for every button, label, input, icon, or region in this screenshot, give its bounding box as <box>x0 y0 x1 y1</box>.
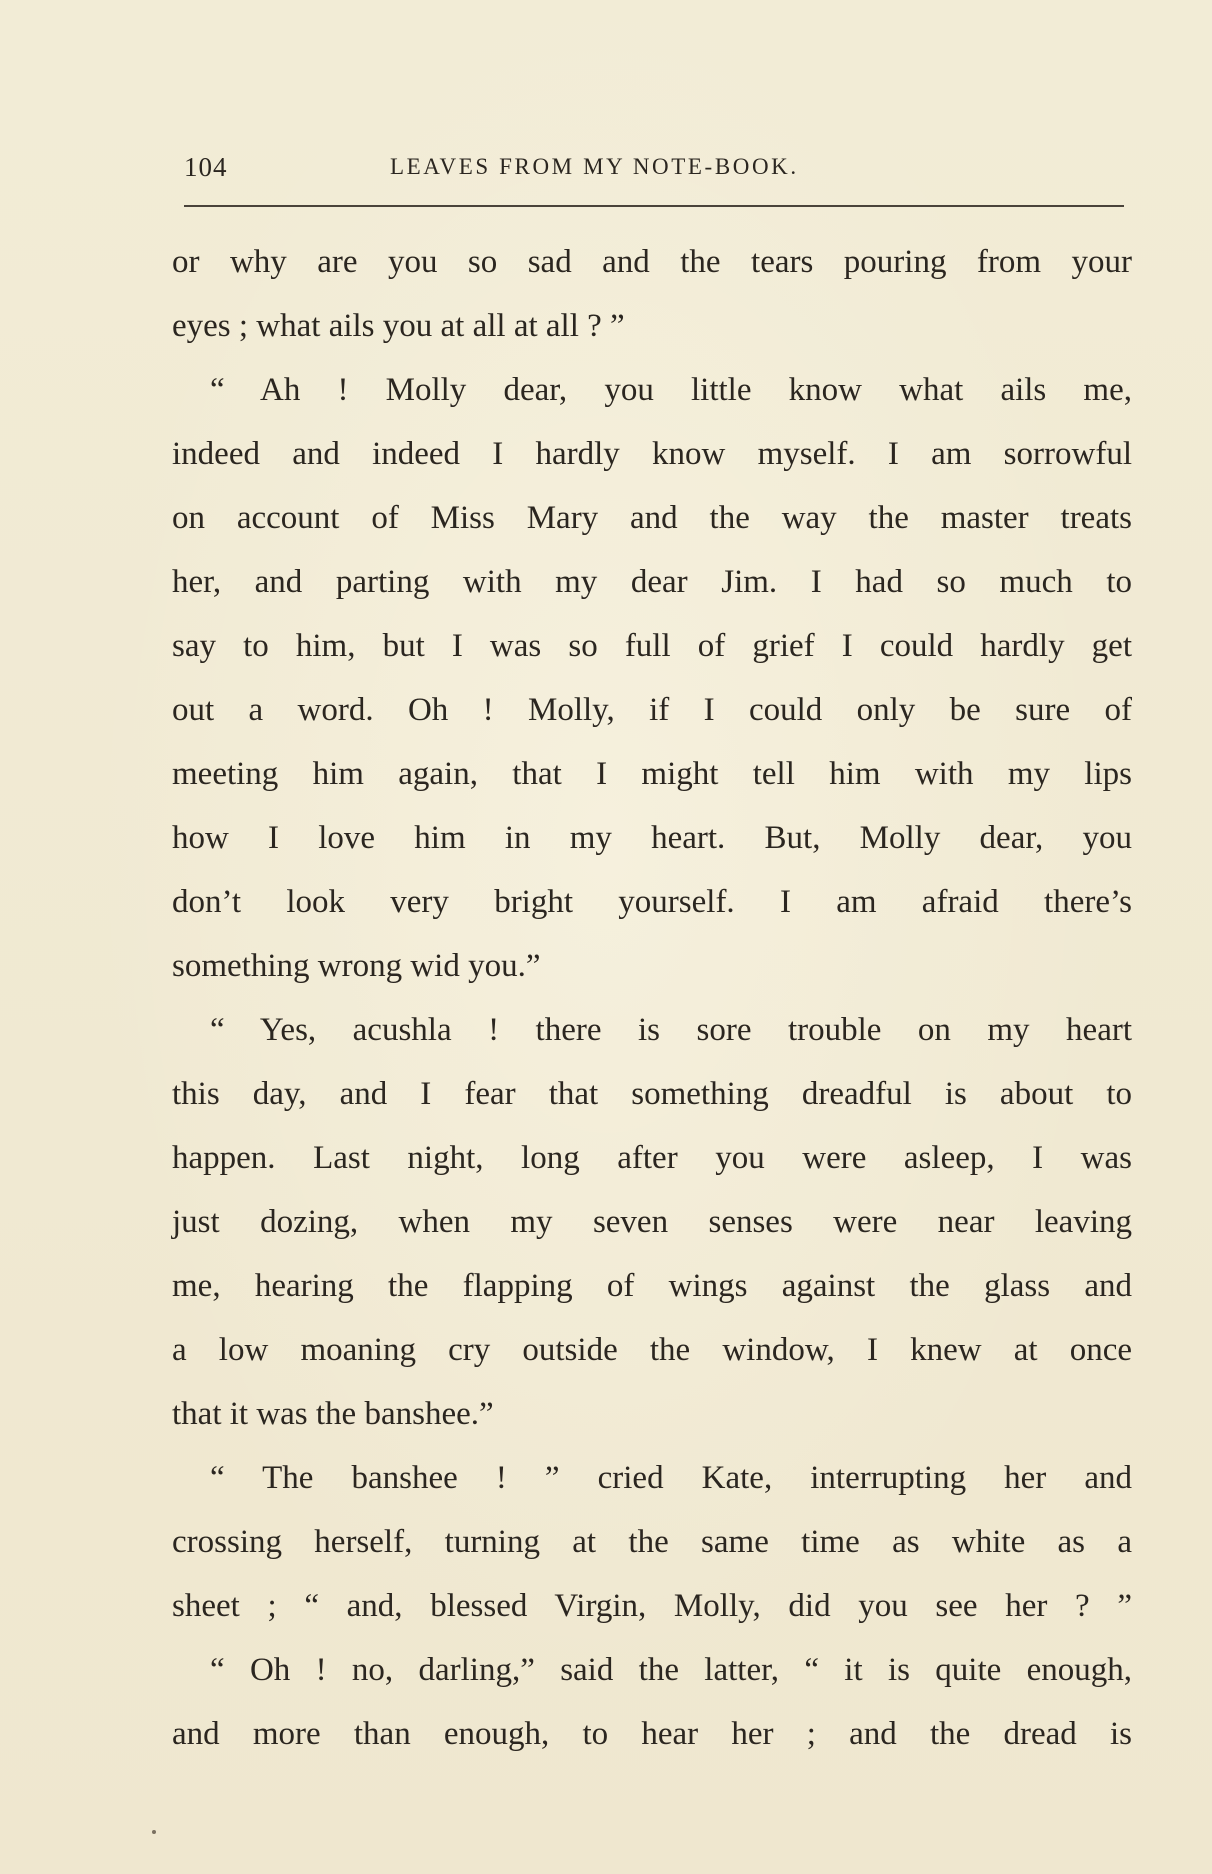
text-line: on account of Miss Mary and the way the master treats <box>172 500 1132 536</box>
paper-speck <box>152 1830 156 1834</box>
text-line: “ The banshee ! ” cried Kate, interrupting her and <box>210 1460 1132 1496</box>
text-line: or why are you so sad and the tears pouring from your <box>172 244 1132 280</box>
text-line: her, and parting with my dear Jim. I had so much to <box>172 564 1132 600</box>
text-line: me, hearing the flapping of wings against the glass and <box>172 1268 1132 1304</box>
text-line: don’t look very bright yourself. I am afraid there’s <box>172 884 1132 920</box>
text-line: crossing herself, turning at the same time as white as a <box>172 1524 1132 1560</box>
text-line: how I love him in my heart. But, Molly dear, you <box>172 820 1132 856</box>
text-line: this day, and I fear that something dreadful is about to <box>172 1076 1132 1112</box>
text-line: “ Ah ! Molly dear, you little know what ails me, <box>210 372 1132 408</box>
text-line: out a word. Oh ! Molly, if I could only be sure of <box>172 692 1132 728</box>
text-line: and more than enough, to hear her ; and the dread is <box>172 1716 1132 1752</box>
text-line: sheet ; “ and, blessed Virgin, Molly, did you see her ? ” <box>172 1588 1132 1624</box>
header-rule <box>184 205 1124 207</box>
text-line: say to him, but I was so full of grief I could hardly get <box>172 628 1132 664</box>
running-title: LEAVES FROM MY NOTE-BOOK. <box>390 154 799 179</box>
text-line: just dozing, when my seven senses were near leaving <box>172 1204 1132 1240</box>
text-line: that it was the banshee.” <box>172 1396 494 1432</box>
text-line: eyes ; what ails you at all at all ? ” <box>172 308 625 344</box>
page-header <box>184 152 1124 192</box>
page-number: 104 <box>184 152 228 182</box>
text-line: happen. Last night, long after you were asleep, I was <box>172 1140 1132 1176</box>
text-line: a low moaning cry outside the window, I knew at once <box>172 1332 1132 1368</box>
text-line: “ Oh ! no, darling,” said the latter, “ it is quite enough, <box>210 1652 1132 1688</box>
text-line: something wrong wid you.” <box>172 948 541 984</box>
text-line: indeed and indeed I hardly know myself. I am sorrowful <box>172 436 1132 472</box>
text-line: “ Yes, acushla ! there is sore trouble on my heart <box>210 1012 1132 1048</box>
text-line: meeting him again, that I might tell him with my lips <box>172 756 1132 792</box>
body-text <box>172 230 1132 1766</box>
